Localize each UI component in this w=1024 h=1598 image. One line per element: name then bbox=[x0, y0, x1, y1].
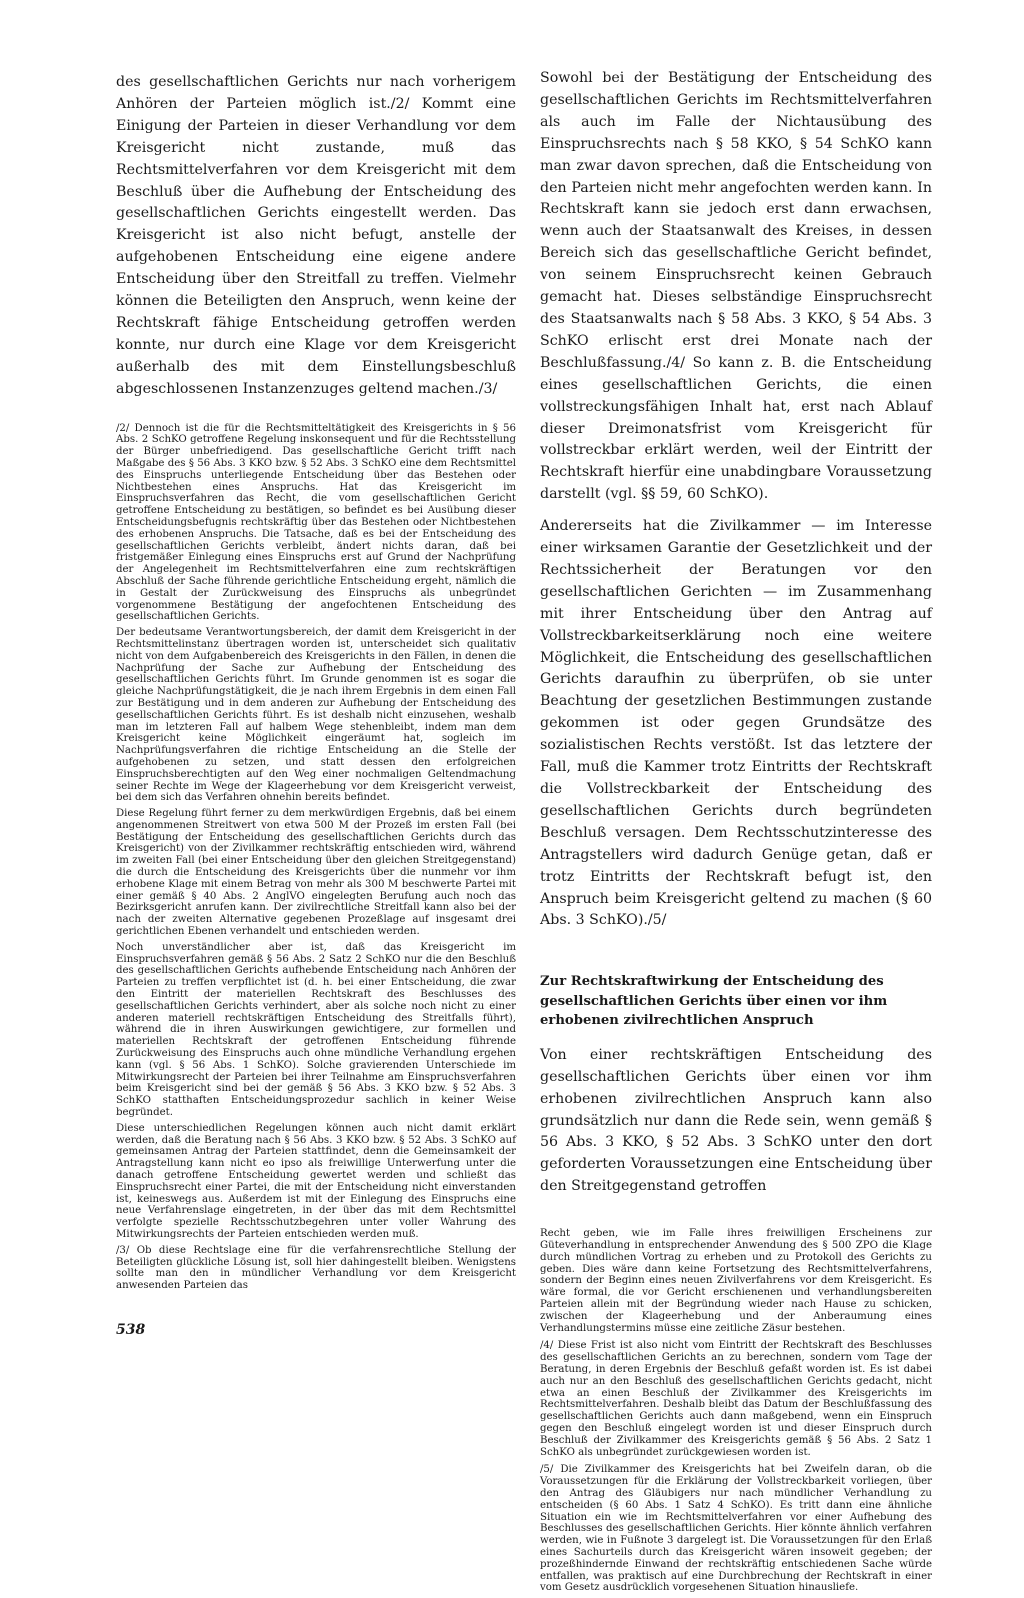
footnote-2-continued: Diese Regelung führt ferner zu dem merkwürdigen Ergebnis, daß bei einem angenommenen Streitwert von etwa 500 M der Prozeß im ersten Fall (bei Bestätigung der Entscheidung des gesellschaftlichen Gerichts durch das Kreisgericht) von der Zivilkammer rechtskräftig entschieden wird, während im zweiten Fall (bei einer Entscheidung über den gleichen Streitgegenstand) die durch die Entscheidung des Kreisgerichts über die nunmehr vor ihm erhobene Klage mit einem Betrag von mehr als 300 M beschwerte Partei mit einer gemäß § 40 Abs. 2 AnglVO eingelegten Berufung auch noch das Bezirksgericht anrufen kann. Der zivilrechtliche Streitfall kann also bei der nach der zweiten Alternative gegebenen Prozeßlage auf insgesamt drei gerichtlichen Ebenen verhandelt und entschieden werden. bbox=[116, 808, 516, 938]
footnotes-block bbox=[540, 1228, 932, 1594]
footnote-4: /4/ Diese Frist ist also nicht vom Eintritt der Rechtskraft des Beschlusses des gesellschaftlichen Gerichts an zu berechnen, sondern vom Tage der Beratung, in deren Ergebnis der Beschluß gefaßt worden ist. Es ist dabei auch nur an den Beschluß des gesellschaftlichen Gerichts gedacht, nicht etwa an einen Beschluß der Zivilkammer des Kreisgerichts im Rechtsmittelverfahren. Deshalb bleibt das Datum der Beschlußfassung des gesellschaftlichen Gerichts auch dann maßgebend, wenn ein Einspruch gegen den Beschluß eingelegt worden ist und dieser Einspruch durch Beschluß der Zivilkammer des Kreisgerichts gemäß § 56 Abs. 2 Satz 1 SchKO als unbegründet zurückgewiesen worden ist. bbox=[540, 1340, 932, 1458]
section-heading: Zur Rechtskraftwirkung der Entscheidung des gesellschaftlichen Gerichts über einen vor ihm erhobenen zivilrechtlichen Anspruch bbox=[540, 974, 888, 1029]
body-paragraph: Von einer rechtskräftigen Entscheidung des gesellschaftlichen Gerichts über einen vor ihm erhobenen zivilrechtlichen Anspruch kann also grundsätzlich nur dann die Rede sein, wenn gemäß § 56 Abs. 3 KKO, § 52 Abs. 3 SchKO unter den dort geforderten Voraussetzungen eine Entscheidung über den Streitgegenstand getroffen bbox=[540, 1046, 932, 1195]
footnote-5: /5/ Die Zivilkammer des Kreisgerichts hat bei Zweifeln daran, ob die Voraussetzungen für die Erklärung der Vollstreckbarkeit vorliegen, über den Antrag des Gläubigers nur nach mündlicher Verhandlung zu entscheiden (§ 60 Abs. 1 Satz 4 SchKO). Es tritt dann eine ähnliche Situation ein wie im Rechtsmittelverfahren vor einer Aufhebung des Beschlusses des gesellschaftlichen Gerichts. Hier könnte ähnlich verfahren werden, wie in Fußnote 3 dargelegt ist. Die Voraussetzungen für den Erlaß eines Sachurteils durch das Kreisgericht wären insoweit gegeben; der prozeßhindernde Einwand der rechtskräftig entschiedenen Sache würde entfallen, was praktisch auf eine Durchbrechung der Rechtskraft in einer vom Gesetz ausdrücklich vorgesehenen Situation hinausliefe. bbox=[540, 1464, 932, 1594]
footnote-2-continued: Diese unterschiedlichen Regelungen können auch nicht damit erklärt werden, daß die Beratung nach § 56 Abs. 3 KKO bzw. § 52 Abs. 3 SchKO auf gemeinsamen Antrag der Parteien stattfindet, denn die Gemeinsamkeit der Antragstellung kann nicht eo ipso als freiwillige Unterwerfung unter die danach getroffene Entscheidung gewertet werden und schließt das Einspruchsrecht einer Partei, die mit der Entscheidung nicht einverstanden ist, keineswegs aus. Außerdem ist mit der Einlegung des Einspruchs eine neue Verfahrenslage eingetreten, in der über das mit dem Rechtsmittel verfolgte spezielle Rechtsschutzbegehren unter voller Wahrung des Mitwirkungsrechts der Parteien entschieden werden muß. bbox=[116, 1122, 516, 1240]
body-paragraph: Sowohl bei der Bestätigung der Entscheidung des gesellschaftlichen Gerichts im Rechtsmittelverfahren als auch im Falle der Nichtausübung des Einspruchsrechts nach § 58 KKO, § 54 SchKO kann man zwar davon sprechen, daß die Entscheidung von den Parteien nicht mehr angefochten werden kann. In Rechtskraft kann sie jedoch erst dann erwachsen, wenn auch der Staatsanwalt des Kreises, in dessen Bereich sich das gesellschaftliche Gericht befindet, von seinem Einspruchsrecht keinen Gebrauch gemacht hat. Dieses selbständige Einspruchsrecht des Staatsanwalts nach § 58 Abs. 3 KKO, § 54 Abs. 3 SchKO erlischt erst drei Monate nach der Beschlußfassung./4/ So kann z. B. die Entscheidung eines gesellschaftlichen Gerichts, die einen vollstreckungsfähigen Inhalt hat, erst nach Ablauf dieser Dreimonatsfrist vom Kreisgericht für vollstreckbar erklärt werden, weil der Eintritt der Rechtskraft hierfür eine unabdingbare Voraussetzung darstellt (vgl. §§ 59, 60 SchKO). bbox=[540, 70, 932, 503]
footnote-2-continued: Noch unverständlicher aber ist, daß das Kreisgericht im Einspruchsverfahren gemäß § 56 Abs. 2 Satz 2 SchKO nur die den Beschluß des gesellschaftlichen Gerichts aufhebende Entscheidung nach Anhören der Parteien zu treffen verpflichtet ist (d. h. bei einer Entscheidung, die zwar den Eintritt der materiellen Rechtskraft des Beschlusses des gesellschaftlichen Gerichts verhindert, aber als solche noch nicht zu einer anderen materiell rechtskräftigen Entscheidung des Streitfalls führt), während die in ihren Auswirkungen gewichtigere, zur formellen und materiellen Rechtskraft der getroffenen Entscheidung führende Zurückweisung des Einspruchs auch ohne mündliche Verhandlung ergehen kann (vgl. § 56 Abs. 1 SchKO). Solche gravierenden Unterschiede im Mitwirkungsrecht der Parteien bei ihrer Teilnahme am Einspruchsverfahren beim Kreisgericht sind bei der gemäß § 56 Abs. 3 KKO bzw. § 52 Abs. 3 SchKO statthaften Entscheidungsprozedur sachlich in keiner Weise begründet. bbox=[116, 941, 516, 1119]
footnote-3: /3/ Ob diese Rechtslage eine für die verfahrensrechtliche Stellung der Beteiligten glückliche Lösung ist, soll hier dahingestellt bleiben. Wenigstens sollte man den in mündlicher Verhandlung vor dem Kreisgericht anwesenden Parteien das bbox=[116, 1244, 516, 1292]
body-paragraph: Andererseits hat die Zivilkammer — im Interesse einer wirksamen Garantie der Gesetzlichkeit und der Rechtssicherheit der Beratungen vor den gesellschaftlichen Gerichten — im Zusammenhang mit ihrer Entscheidung über den Antrag auf Vollstreckbarkeitserklärung noch eine weitere Möglichkeit, die Entscheidung des gesellschaftlichen Gerichts daraufhin zu überprüfen, ob sie unter Beachtung der gesetzlichen Bestimmungen zustande gekommen ist oder gegen Grundsätze des sozialistischen Rechts verstößt. Ist das letztere der Fall, muß die Kammer trotz Eintritts der Rechtskraft die Vollstreckbarkeit der Entscheidung des gesellschaftlichen Gerichts durch begründeten Beschluß versagen. Dem Rechtsschutzinteresse des Antragstellers wird dadurch Genüge getan, daß er trotz Eintritts der Rechtskraft befugt ist, den Anspruch beim Kreisgericht geltend zu machen (§ 60 Abs. 3 SchKO)./5/ bbox=[540, 518, 932, 929]
left-column bbox=[116, 72, 516, 1296]
footnote-3-continued: Recht geben, wie im Falle ihres freiwilligen Erscheinens zur Güteverhandlung in entsprechender Anwendung des § 500 ZPO die Klage durch mündlichen Vortrag zu erheben und zu Protokoll des Gerichts zu geben. Dies wäre dann keine Fortsetzung des Rechtsmittelverfahrens, sondern der Beginn eines neuen Zivilverfahrens vor dem Kreisgericht. Es wäre formal, die vor Gericht erschienenen und verhandlungsbereiten Parteien allein mit der Begründung wieder nach Hause zu schicken, zwischen der Klageerhebung und der Anberaumung eines Verhandlungstermins müsse eine zeitliche Zäsur bestehen. bbox=[540, 1228, 932, 1334]
page-number: 538 bbox=[116, 1322, 146, 1338]
footnote-2-continued: Der bedeutsame Verantwortungsbereich, der damit dem Kreisgericht in der Rechtsmittelinstanz übertragen worden ist, unterscheidet sich qualitativ nicht von dem Aufgabenbereich des Kreisgerichts in den Fällen, in denen die Nachprüfung der Sache zur Aufhebung der Entscheidung des gesellschaftlichen Gerichts führt. Im Grunde genommen ist es sogar die gleiche Nachprüfungstätigkeit, die je nach ihrem Ergebnis in dem einen Fall zur Bestätigung und in dem anderen zur Aufhebung der Entscheidung des gesellschaftlichen Gerichts führt. Es ist deshalb nicht einzusehen, weshalb man im letzteren Fall auf halbem Wege stehenbleibt, indem man dem Kreisgericht keine Möglichkeit eingeräumt hat, sogleich im Nachprüfungsverfahren die richtige Entscheidung an die Stelle der aufgehobenen zu setzen, und statt dessen den erfolgreichen Einspruchsberechtigten auf den Weg einer nochmaligen Geltendmachung seiner Rechte im Wege der Klageerhebung vor dem Kreisgericht verweist, bei dem sich das Verfahren ohnehin bereits befindet. bbox=[116, 627, 516, 804]
footnote-2: /2/ Dennoch ist die für die Rechtsmitteltätigkeit des Kreisgerichts in § 56 Abs. 2 SchKO getroffene Regelung inskonsequent und für die Rechtsstellung der Bürger unbefriedigend. Das gesellschaftliche Gericht trifft nach Maßgabe des § 56 Abs. 3 KKO bzw. § 52 Abs. 3 SchKO eine dem Rechtsmittel des Einspruchs unterliegende Entscheidung über das Bestehen oder Nichtbestehen eines Anspruchs. Hat das Kreisgericht im Einspruchsverfahren das Recht, die vom gesellschaftlichen Gericht getroffene Entscheidung zu bestätigen, so befindet es bei Ausübung dieser Entscheidungsbefugnis rechtskräftig über das Bestehen oder Nichtbestehen des erhobenen Anspruchs. Die Tatsache, daß es bei der Entscheidung des gesellschaftlichen Gerichts verbleibt, ändert nichts daran, daß bei fristgemäßer Einlegung eines Einspruchs erst auf Grund der Nachprüfung der Angelegenheit im Rechtsmittelverfahren eine zum rechtskräftigen Abschluß der Sache führende gerichtliche Entscheidung ergeht, nämlich die in Gestalt der Zurückweisung des Einspruchs als unbegründet vorgenommene Bestätigung der angefochtenen Entscheidung des gesellschaftlichen Gerichts. bbox=[116, 422, 516, 623]
right-column bbox=[540, 68, 932, 1598]
body-paragraph: des gesellschaftlichen Gerichts nur nach vorherigem Anhören der Parteien möglich ist./2/ Kommt eine Einigung der Parteien in dieser Verhandlung vor dem Kreisgericht nicht zustande, muß das Rechtsmittelverfahren vor dem Kreisgericht mit dem Beschluß über die Aufhebung der Entscheidung des gesellschaftlichen Gerichts eingestellt werden. Das Kreisgericht ist also nicht befugt, anstelle der aufgehobenen Entscheidung eine eigene andere Entscheidung über den Streitfall zu treffen. Vielmehr können die Beteiligten den Anspruch, wenn keine der Rechtskraft fähige Entscheidung getroffen werden konnte, nur durch eine Klage vor dem Kreisgericht außerhalb des mit dem Einstellungsbeschluß abgeschlossenen Instanzenzuges geltend machen./3/ bbox=[116, 74, 516, 397]
